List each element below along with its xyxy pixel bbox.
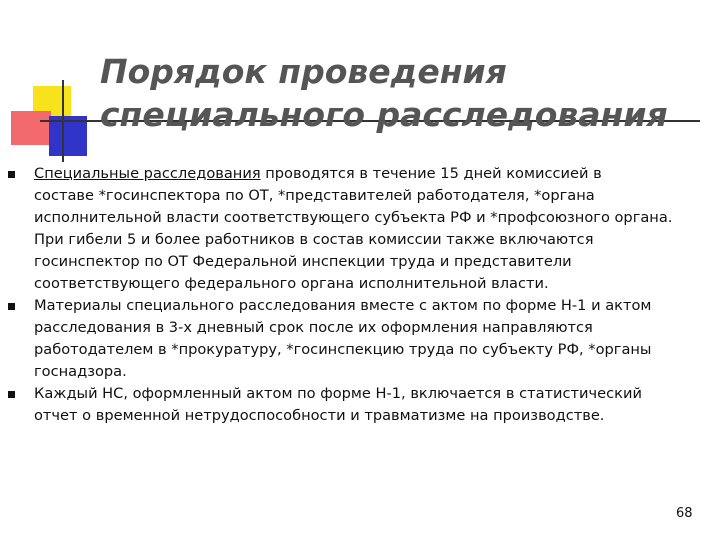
bullet-list: [8, 163, 716, 427]
bullet-item-special-investigation: [8, 163, 716, 295]
bullet-item-statistics: [8, 383, 716, 427]
slide-title: [100, 50, 700, 136]
bullet-line: При гибели 5 и более работников в состав комиссии также включаются: [34, 231, 594, 248]
bullet-line: расследования в 3-х дневный срок после их оформления направляются: [34, 319, 593, 336]
slide-title-line-1: Порядок проведения: [100, 52, 507, 91]
bullet-line: госнадзора.: [34, 363, 127, 380]
bullet-line: соответствующего федерального органа исполнительной власти.: [34, 275, 549, 292]
logo-blue-square: [49, 116, 87, 156]
bullet-line: Материалы специального расследования вместе с актом по форме Н-1 и актом: [34, 297, 652, 314]
bullet-text: проводятся в течение 15 дней комиссией в: [260, 165, 602, 182]
slide-title-line-2: специального расследования: [100, 95, 668, 134]
square-bullet-icon: [8, 391, 15, 398]
bullet-line: составе *госинспектора по ОТ, *представителей работодателя, *органа: [34, 187, 595, 204]
page-number: 68: [676, 506, 693, 521]
bullet-line: [34, 163, 716, 185]
bullet-line: отчет о временной нетрудоспособности и травматизме на производстве.: [34, 407, 605, 424]
square-bullet-icon: [8, 171, 15, 178]
bullet-line: исполнительной власти соответствующего субъекта РФ и *профсоюзного органа.: [34, 209, 673, 226]
bullet-item-materials: [8, 295, 716, 383]
logo-red-square: [11, 111, 51, 145]
square-bullet-icon: [8, 303, 15, 310]
bullet-line: госинспектор по ОТ Федеральной инспекции труда и представители: [34, 253, 572, 270]
bullet-line: работодателем в *прокуратуру, *госинспекцию труда по субъекту РФ, *органы: [34, 341, 652, 358]
bullet-line: Каждый НС, оформленный актом по форме Н-1, включается в статистический: [34, 385, 642, 402]
underlined-term: Специальные расследования: [34, 165, 261, 182]
